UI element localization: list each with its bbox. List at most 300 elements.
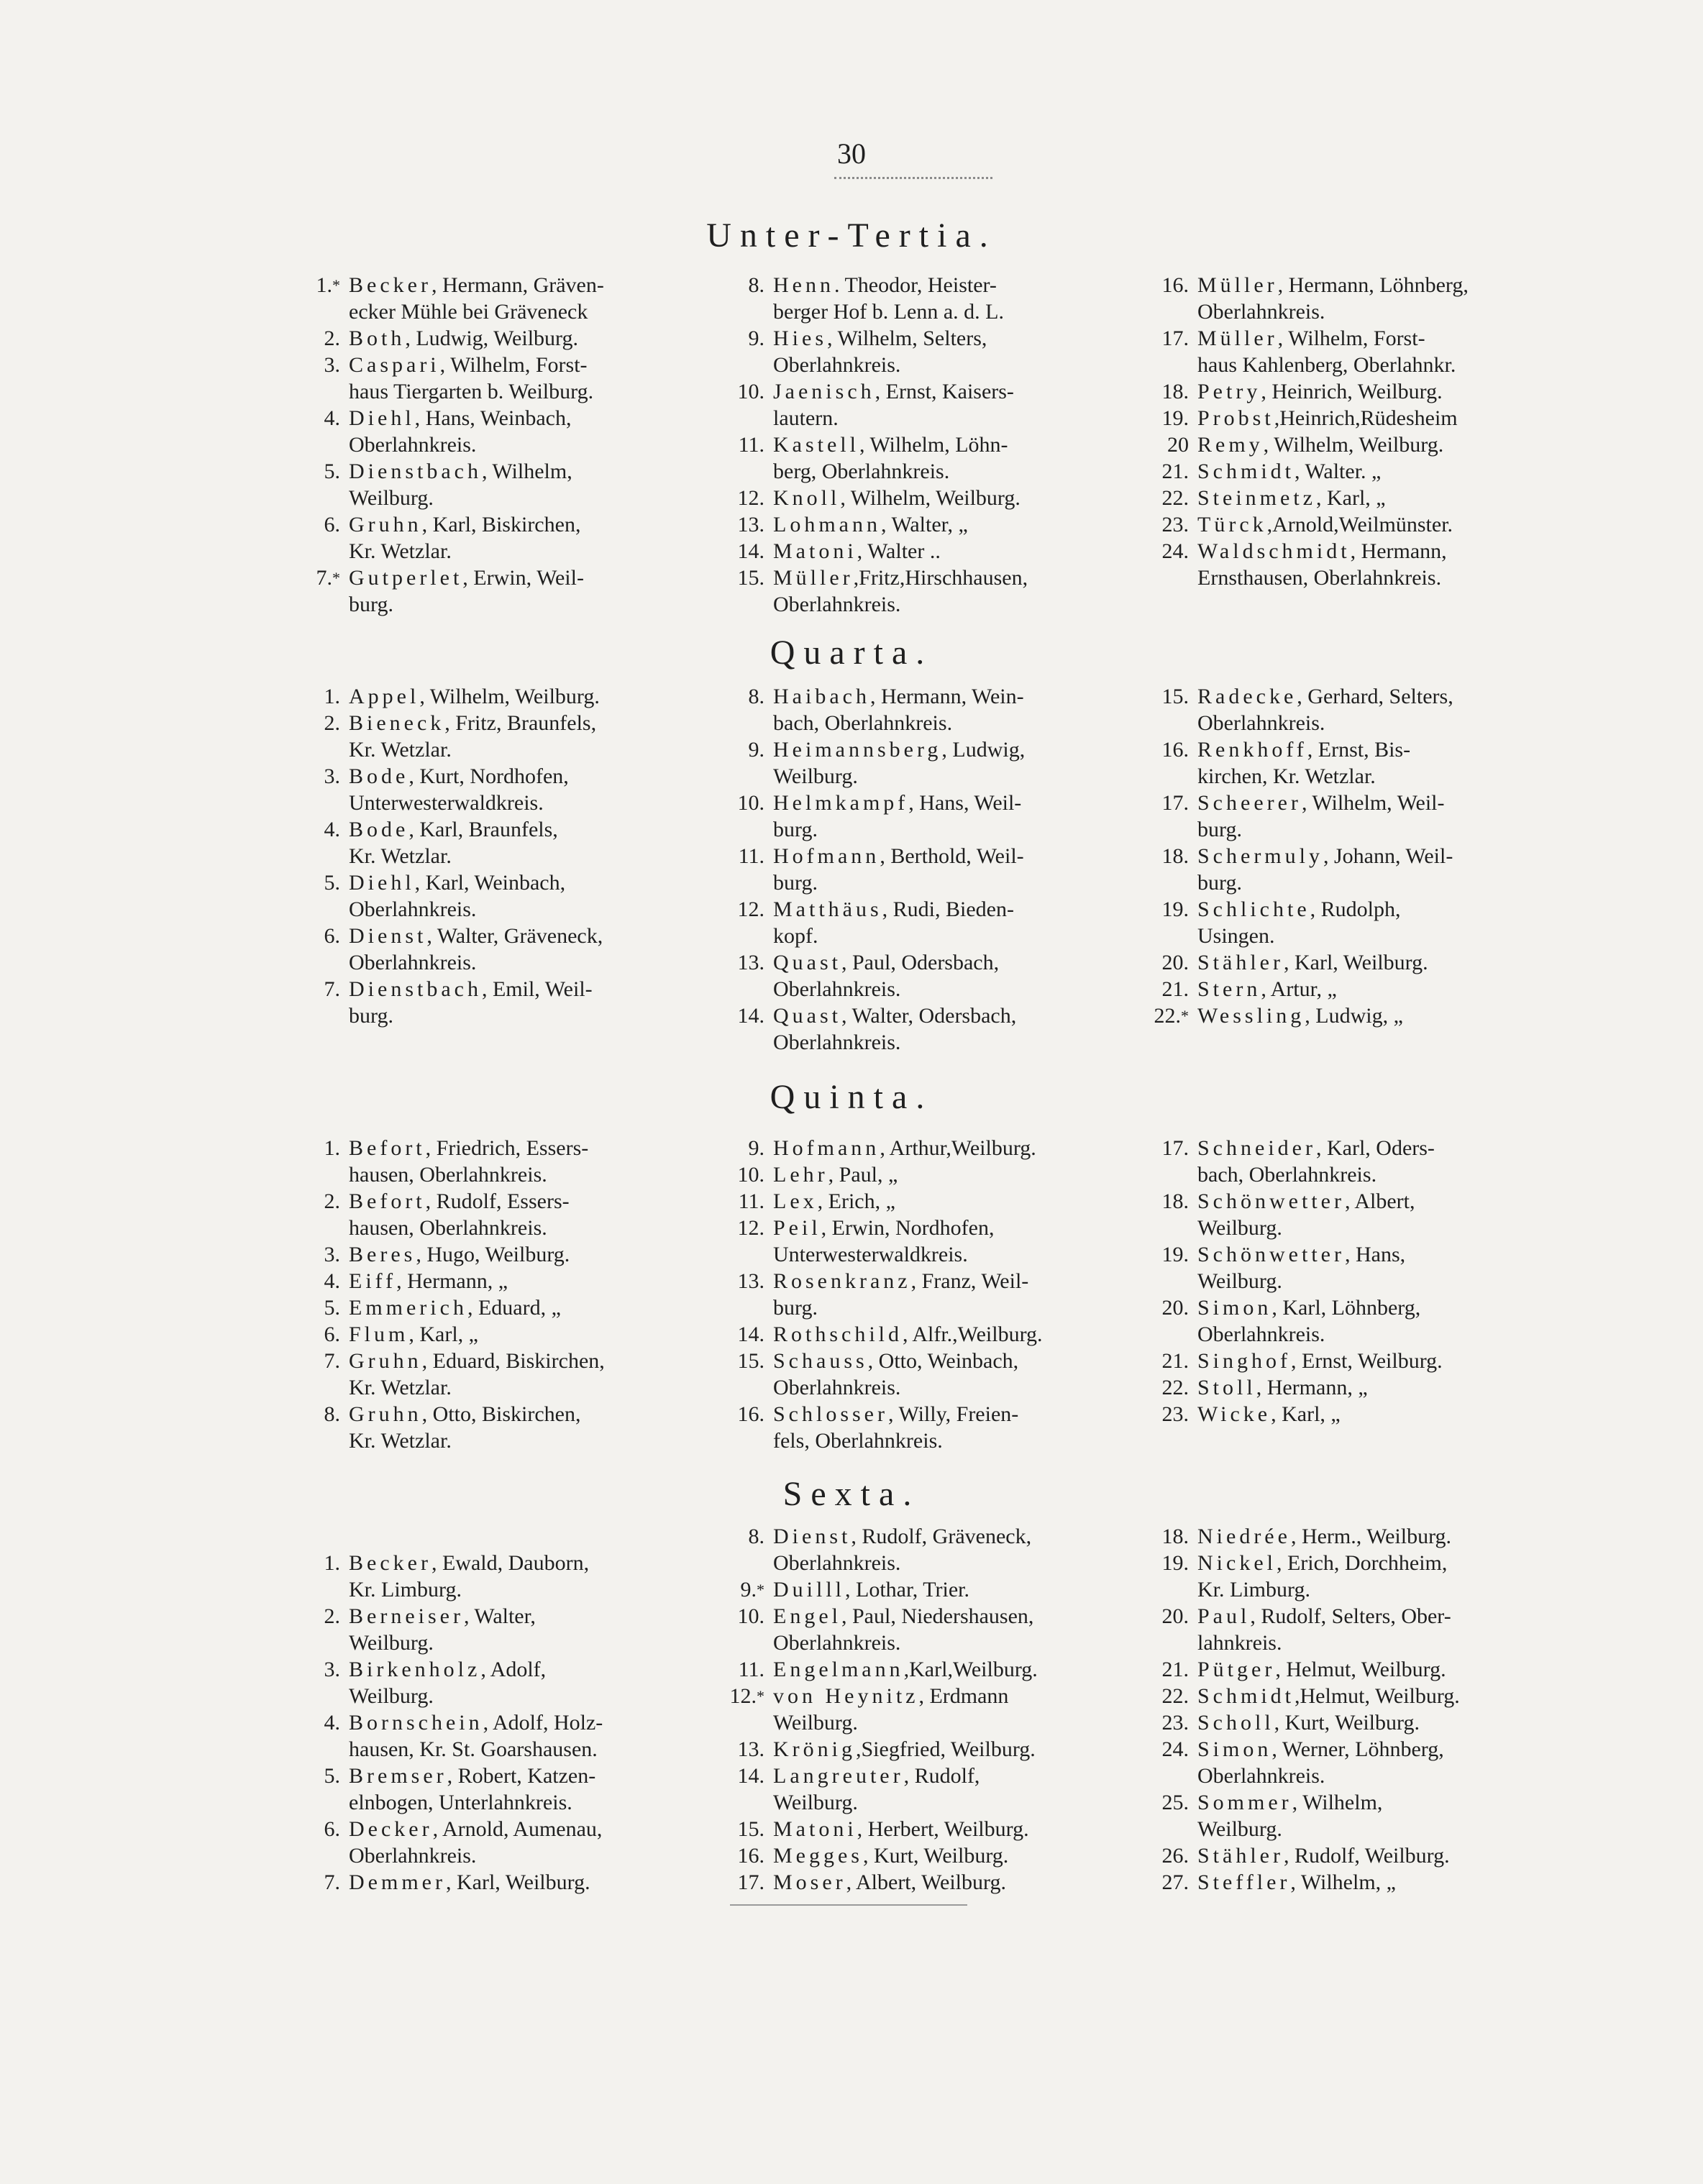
entry-text [349,923,701,976]
entry-text [1197,736,1550,790]
section-title-sexta: Sexta. [782,1475,921,1513]
entry-details: , Karl, „ [408,1322,478,1346]
surname: Matoni [773,1817,857,1841]
surname: Schönwetter [1197,1189,1345,1213]
entry-text [1197,272,1550,325]
surname: Singhof [1197,1349,1292,1373]
student-entry [1133,458,1550,485]
entry-text [349,869,701,923]
entry-details: , Wilhelm, Forst- haus Kahlenberg, Oberlahnkr. [1197,326,1456,377]
entry-number [708,485,773,511]
entry-number [1133,1683,1197,1709]
student-entry [284,869,701,923]
entry-number [708,325,773,378]
entry-number-text: 10. [737,380,764,403]
student-entry [1133,538,1550,591]
entry-details: , Heinrich, Weilburg. [1261,380,1443,403]
entry-details: , Karl, „ [1271,1402,1341,1426]
entry-details: , Fritz, Braunfels, Kr. Wetzlar. [349,711,597,762]
entry-details: , Karl, Löhnberg, Oberlahnkreis. [1197,1296,1421,1346]
student-entry [708,538,1126,565]
student-entry [284,1188,701,1241]
entry-text [349,325,701,352]
surname: Hofmann [773,844,880,868]
entry-text [349,565,701,618]
entry-number [284,1294,349,1321]
entry-number [284,1709,349,1763]
entry-details: , Wilhelm, „ [1290,1870,1396,1894]
entry-details: , Kurt, Weilburg. [1274,1711,1420,1735]
student-entry [708,378,1126,431]
entry-text [773,1188,1126,1215]
entry-text [349,1550,701,1603]
entry-number-text: 13. [737,1269,764,1293]
entry-number [1133,736,1197,790]
surname: Beres [349,1243,416,1266]
entry-text [349,816,701,869]
entry-number [284,1603,349,1656]
entry-text [773,1816,1126,1842]
entry-number-text: 1. [316,273,332,297]
entry-number [708,896,773,949]
entry-number [708,790,773,843]
surname: Stern [1197,977,1261,1001]
entry-text [1197,1709,1550,1736]
entry-number [284,1656,349,1709]
entry-number [284,763,349,816]
entry-number [708,378,773,431]
entry-number [708,1135,773,1161]
entry-text [349,1869,701,1896]
entry-text [349,1241,701,1268]
entry-number-text: 15. [737,1817,764,1841]
entry-number-text: 21. [1161,1349,1189,1373]
surname: Schlosser [773,1402,888,1426]
entry-text [1197,1188,1550,1241]
entry-details: ,Arnold,Weilmünster. [1266,513,1453,536]
entry-number-text: 23. [1161,513,1189,536]
student-entry [708,431,1126,485]
entry-details: , Willy, Freien- fels, Oberlahnkreis. [773,1402,1019,1453]
surname: Petry [1197,380,1261,403]
student-entry [1133,1294,1550,1348]
entry-number-text: 22. [1161,486,1189,510]
entry-number-text: 7. [324,977,340,1001]
entry-text [773,1736,1126,1763]
surname: Becker [349,273,432,297]
entry-text [773,1683,1126,1736]
student-entry [1133,1188,1550,1241]
entry-details: , Friedrich, Essers- hausen, Oberlahnkreis. [349,1136,589,1187]
student-entry [708,1683,1126,1736]
entry-details: , Erwin, Weil- burg. [349,566,584,616]
surname: Stähler [1197,951,1284,974]
entry-text [1197,1401,1550,1427]
entry-number-text: 5. [324,1764,340,1788]
entry-text [1197,431,1550,458]
student-entry [284,1135,701,1188]
surname: Waldschmidt [1197,539,1351,563]
entry-number-text: 6. [324,1322,340,1346]
surname: Megges [773,1844,863,1868]
surname: Berneiser [349,1604,464,1628]
asterisk-mark: * [757,1581,764,1599]
asterisk-mark: * [332,569,340,587]
entry-details: , Johann, Weil- burg. [1197,844,1453,895]
entry-details: , Helmut, Weilburg. [1275,1658,1446,1681]
entry-number [1133,458,1197,485]
entry-text [349,1135,701,1188]
surname: Lehr [773,1163,828,1187]
entry-details: , Hans, Weinbach, Oberlahnkreis. [349,406,572,457]
surname: Befort [349,1136,426,1160]
student-entry [1133,949,1550,976]
entry-number [1133,1294,1197,1348]
student-entry [708,790,1126,843]
entry-details: , Rudolf, Essers- hausen, Oberlahnkreis. [349,1189,570,1240]
surname: Scheerer [1197,791,1302,815]
entry-number-text: 24. [1161,539,1189,563]
entry-details: , Wilhelm, Forst- haus Tiergarten b. Weilburg. [349,353,594,403]
student-entry [1133,1523,1550,1550]
entry-number [284,710,349,763]
surname: Langreuter [773,1764,904,1788]
entry-number [284,1816,349,1869]
entry-number-text: 14. [737,1322,764,1346]
entry-number-text: 8. [748,1525,764,1548]
surname: Jaenisch [773,380,875,403]
surname: Lex [773,1189,818,1213]
entry-details: , Ludwig, Weilburg. [405,326,578,350]
entry-number-text: 11. [738,1658,764,1681]
surname: Caspari [349,353,440,377]
entry-details: , Walter .. [857,539,941,563]
entry-details: , Hermann, Ernsthausen, Oberlahnkreis. [1197,539,1447,590]
entry-details: , Walter, Weilburg. [349,1604,536,1655]
student-entry [284,1321,701,1348]
entry-number [284,405,349,458]
entry-number-text: 17. [1161,326,1189,350]
entry-number [1133,485,1197,511]
entry-text [1197,896,1550,949]
entry-details: , Karl, Biskirchen, Kr. Wetzlar. [349,513,581,563]
entry-details: , Karl, Weilburg. [1283,951,1428,974]
entry-details: , Wilhelm, Weilburg. [1263,433,1444,457]
student-entry [708,1215,1126,1268]
surname: Bode [349,818,409,841]
section-title-quinta: Quinta. [770,1078,933,1116]
student-entry [284,976,701,1029]
surname: Schönwetter [1197,1243,1345,1266]
entry-number-text: 14. [737,539,764,563]
surname: Schlichte [1197,897,1310,921]
entry-text [1197,1842,1550,1869]
surname: Pütger [1197,1658,1276,1681]
surname: Dienst [773,1525,852,1548]
student-entry [708,1188,1126,1215]
entry-details: ,Heinrich,Rüdesheim [1274,406,1458,430]
student-entry [1133,1656,1550,1683]
entry-text [1197,511,1550,538]
student-entry [284,1268,701,1294]
surname: Flum [349,1322,409,1346]
surname: Helmkampf [773,791,909,815]
entry-number-text: 26. [1161,1844,1189,1868]
entry-number [1133,1736,1197,1789]
entry-number-text: 3. [324,353,340,377]
entry-details: , Eduard, „ [467,1296,561,1320]
entry-details: , Artur, „ [1261,977,1337,1001]
entry-text [773,272,1126,325]
entry-text [773,843,1126,896]
entry-number [1133,405,1197,431]
entry-number [284,511,349,565]
entry-number-text: 12. [737,486,764,510]
student-entry [1133,1135,1550,1188]
surname: Schauss [773,1349,868,1373]
entry-number [284,458,349,511]
entry-number [1133,976,1197,1002]
surname: Dienstbach [349,460,482,483]
entry-number [284,683,349,710]
asterisk-mark: * [757,1687,764,1705]
entry-number [284,1188,349,1241]
surname: Radecke [1197,685,1297,708]
entry-number [708,1188,773,1215]
entry-text [1197,1869,1550,1896]
surname: Knoll [773,486,841,510]
student-entry [284,763,701,816]
entry-number-text: 22. [1161,1376,1189,1399]
surname: Wessling [1197,1004,1305,1028]
entry-number [708,1656,773,1683]
entry-number [1133,1603,1197,1656]
entry-number-text: 15. [737,566,764,590]
entry-number-text: 13. [737,951,764,974]
entry-number-text: 21. [1161,460,1189,483]
entry-number-text: 9. [748,738,764,762]
student-entry [708,1816,1126,1842]
student-entry [284,683,701,710]
student-entry [1133,378,1550,405]
entry-number [284,1869,349,1896]
entry-text [773,1268,1126,1321]
surname: Moser [773,1870,846,1894]
entry-text [349,1709,701,1763]
surname: Scholl [1197,1711,1274,1735]
entry-number [1133,1869,1197,1896]
entry-text [773,949,1126,1002]
entry-number-text: 16. [737,1844,764,1868]
entry-number-text: 7. [316,566,332,590]
entry-text [773,485,1126,511]
entry-details: , Erich, „ [817,1189,895,1213]
entry-number-text: 7. [324,1349,340,1373]
student-entry [1133,1736,1550,1789]
surname: Steffler [1197,1870,1291,1894]
student-entry [708,325,1126,378]
surname: Rothschild [773,1322,903,1346]
entry-number-text: 20 [1167,433,1189,457]
entry-number [284,976,349,1029]
entry-details: , Rudolf, Weilburg. [773,1764,980,1814]
entry-number [284,1241,349,1268]
entry-text [349,352,701,405]
surname: Hies [773,326,827,350]
entry-text [349,458,701,511]
entry-number-text: 14. [737,1004,764,1028]
surname: Krönig [773,1737,856,1761]
section-column [708,1523,1126,1896]
surname: Gruhn [349,513,422,536]
entry-details: , Wilhelm, Weilburg. [840,486,1021,510]
entry-number-text: 5. [324,1296,340,1320]
student-entry [1133,325,1550,378]
entry-text [773,1161,1126,1188]
entry-number [1133,896,1197,949]
surname: Befort [349,1189,426,1213]
student-entry [1133,1842,1550,1869]
section-title-quarta: Quarta. [770,634,933,672]
entry-text [773,1135,1126,1161]
entry-number-text: 10. [737,1163,764,1187]
entry-number-text: 13. [737,1737,764,1761]
entry-number [1133,790,1197,843]
entry-number-text: 20. [1161,1296,1189,1320]
entry-details: , Ernst, Kaisers- lautern. [773,380,1014,430]
entry-details: , Hermann, Wein- bach, Oberlahnkreis. [773,685,1024,735]
surname: Probst [1197,406,1274,430]
entry-details: , Karl, Braunfels, Kr. Wetzlar. [349,818,558,868]
entry-details: , Wilhelm, Weilburg. [419,685,600,708]
entry-text [1197,790,1550,843]
entry-number-text: 5. [324,460,340,483]
entry-details: , Arnold, Aumenau, Oberlahnkreis. [349,1817,603,1868]
student-entry [1133,790,1550,843]
student-entry [1133,683,1550,736]
entry-number [1133,325,1197,378]
entry-text [349,1321,701,1348]
entry-text [773,1321,1126,1348]
entry-text [349,1603,701,1656]
entry-number [1133,511,1197,538]
entry-text [349,1294,701,1321]
entry-number [1133,538,1197,591]
entry-number-text: 19. [1161,406,1189,430]
student-entry [1133,272,1550,325]
entry-details: , Franz, Weil- burg. [773,1269,1029,1320]
student-entry [708,949,1126,1002]
entry-number [708,1603,773,1656]
entry-text [773,1401,1126,1454]
entry-number-text: 5. [324,871,340,895]
entry-number-text: 7. [324,1870,340,1894]
entry-number [1133,1241,1197,1294]
entry-details: , Adolf, Holz- hausen, Kr. St. Goarshausen. [349,1711,603,1761]
entry-text [773,538,1126,565]
entry-text [349,976,701,1029]
student-entry [708,896,1126,949]
entry-number [1133,1135,1197,1188]
surname: Kastell [773,433,859,457]
entry-number-text: 18. [1161,1189,1189,1213]
entry-number-text: 4. [324,406,340,430]
student-entry [284,1816,701,1869]
entry-text [349,710,701,763]
entry-details: , Walter, „ [880,513,968,536]
surname: Duilll [773,1578,846,1602]
student-entry [708,1135,1126,1161]
entry-text [1197,378,1550,405]
student-entry [1133,896,1550,949]
entry-number [284,272,349,325]
entry-details: , Wilhelm, Weil- burg. [1197,791,1445,841]
entry-number [708,1268,773,1321]
surname: Engelmann [773,1658,904,1681]
entry-text [1197,1374,1550,1401]
student-entry [708,1348,1126,1401]
entry-text [773,511,1126,538]
entry-details: ,Helmut, Weilburg. [1295,1684,1460,1708]
entry-text [1197,949,1550,976]
surname: Türck [1197,513,1267,536]
entry-number [708,565,773,618]
entry-number-text: 12. [729,1684,757,1708]
entry-details: , Hermann, „ [396,1269,508,1293]
student-entry [284,405,701,458]
student-entry [708,1523,1126,1576]
entry-number-text: 24. [1161,1737,1189,1761]
student-entry [1133,511,1550,538]
page-number-underline [834,177,992,179]
entry-number-text: 27. [1161,1870,1189,1894]
entry-number-text: 18. [1161,380,1189,403]
entry-text [1197,1603,1550,1656]
entry-text [773,1576,1126,1603]
surname: Matoni [773,539,857,563]
entry-text [1197,485,1550,511]
entry-text [1197,405,1550,431]
entry-details: , Kurt, Nordhofen, Unterwesterwaldkreis. [349,764,569,815]
entry-number [284,869,349,923]
student-entry [284,458,701,511]
entry-number [284,923,349,976]
student-entry [284,511,701,565]
entry-text [1197,683,1550,736]
student-entry [708,1268,1126,1321]
surname: Dienstbach [349,977,482,1001]
entry-number [1133,843,1197,896]
entry-details: , Hermann, Löhnberg, Oberlahnkreis. [1197,273,1469,324]
surname: Hofmann [773,1136,880,1160]
entry-details: , Werner, Löhnberg, Oberlahnkreis. [1197,1737,1444,1788]
entry-details: , Adolf, Weilburg. [349,1658,547,1708]
student-entry [1133,1683,1550,1709]
entry-text [1197,976,1550,1002]
entry-text [349,1401,701,1454]
entry-number [284,1550,349,1603]
entry-text [1197,1736,1550,1789]
entry-number [284,325,349,352]
entry-number-text: 14. [737,1764,764,1788]
entry-details: , Arthur,Weilburg. [880,1136,1036,1160]
entry-number [1133,949,1197,976]
entry-details: , Paul, Niedershausen, Oberlahnkreis. [773,1604,1034,1655]
surname: von Heynitz [773,1684,919,1708]
entry-details: , Wilhelm, Weilburg. [349,460,572,510]
entry-number [708,511,773,538]
entry-number [284,1135,349,1188]
